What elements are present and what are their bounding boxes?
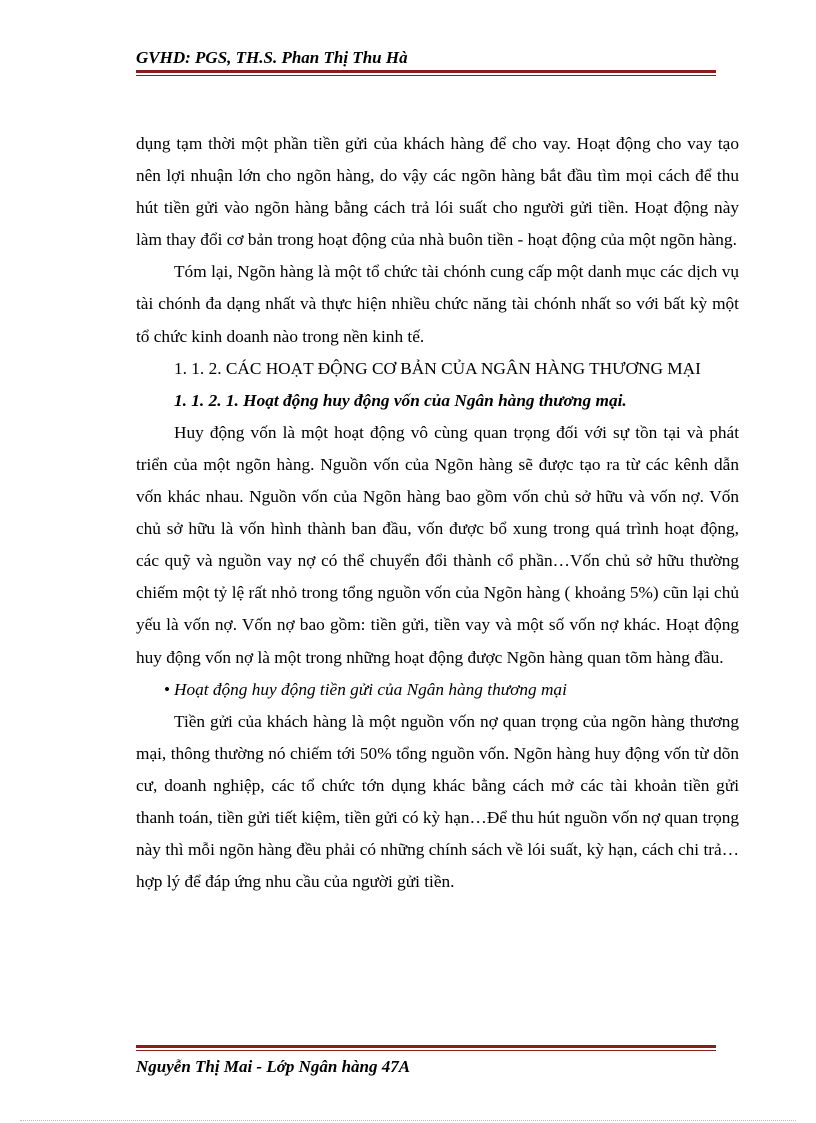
page-footer-title: Nguyễn Thị Mai - Lớp Ngân hàng 47A [136, 1057, 411, 1076]
paragraph-continuation: dụng tạm thời một phần tiền gửi của khách hàng để cho vay. Hoạt động cho vay tạo nên lợi nhuận lớn cho ngõn hàng, do vậy các ngõn hàng bắt đầu tìm mọi cách để thu hút tiền gửi vào ngõn hàng bằng cách trả lói suất cho người gửi tiền. Hoạt động này làm thay đổi cơ bản trong hoạt động của nhà buôn tiền - hoạt động của một ngõn hàng. [136, 134, 739, 250]
paragraph-capital: Huy động vốn là một hoạt động vô cùng quan trọng đối với sự tồn tại và phát triển của một ngõn hàng. Nguồn vốn của Ngõn hàng sẽ được tạo ra từ các kênh dẫn vốn khác nhau. Nguồn vốn của Ngõn hàng bao gồm vốn chủ sở hữu và vốn nợ. Vốn chủ sở hữu là vốn hình thành ban đầu, vốn được bổ xung trong quá trình hoạt động, các quỹ và nguồn vay nợ có thể chuyển đổi thành cổ phần…Vốn chủ sở hữu thường chiếm một tỷ lệ rất nhỏ trong tổng nguồn vốn của Ngõn hàng ( khoảng 5%) cũn lại chủ yếu là vốn nợ. Vốn nợ bao gồm: tiền gửi, tiền vay và một số vốn nợ khác. Hoạt động huy động vốn nợ là một trong những hoạt động được Ngõn hàng quan tõm hàng đầu. [136, 422, 739, 667]
page-edge-divider [20, 1120, 796, 1121]
bullet-item [136, 674, 739, 706]
bullet-icon: • [164, 679, 171, 699]
page-header-title: GVHD: PGS, TH.S. Phan Thị Thu Hà [136, 48, 408, 67]
subsection-heading: 1. 1. 2. 1. Hoạt động huy động vốn của Ngân hàng thương mại. [174, 390, 627, 410]
document-body [136, 128, 739, 898]
header-rule [136, 70, 716, 76]
footer-rule [136, 1045, 716, 1051]
bullet-text: Hoạt động huy động tiền gửi của Ngân hàng thương mại [174, 679, 567, 699]
section-heading: 1. 1. 2. CÁC HOẠT ĐỘNG CƠ BẢN CỦA NGÂN HÀNG THƯƠNG MẠI [174, 358, 701, 378]
paragraph-deposits: Tiền gửi của khách hàng là một nguồn vốn nợ quan trọng của ngõn hàng thương mại, thông thường nó chiếm tới 50% tổng nguồn vốn. Ngõn hàng huy động vốn từ dõn cư, doanh nghiệp, các tổ chức tớn dụng khác bằng cách mở các tài khoản tiền gửi thanh toán, tiền gửi tiết kiệm, tiền gửi có kỳ hạn…Để thu hút nguồn vốn nợ quan trọng này thì mỗi ngõn hàng đều phải có những chính sách về lói suất, kỳ hạn, cách chi trả… hợp lý để đáp ứng nhu cầu của người gửi tiền. [136, 711, 739, 892]
paragraph-summary: Tóm lại, Ngõn hàng là một tổ chức tài chónh cung cấp một danh mục các dịch vụ tài chónh đa dạng nhất và thực hiện nhiều chức năng tài chónh nhất so với bất kỳ một tổ chức kinh doanh nào trong nền kinh tế. [136, 262, 739, 346]
